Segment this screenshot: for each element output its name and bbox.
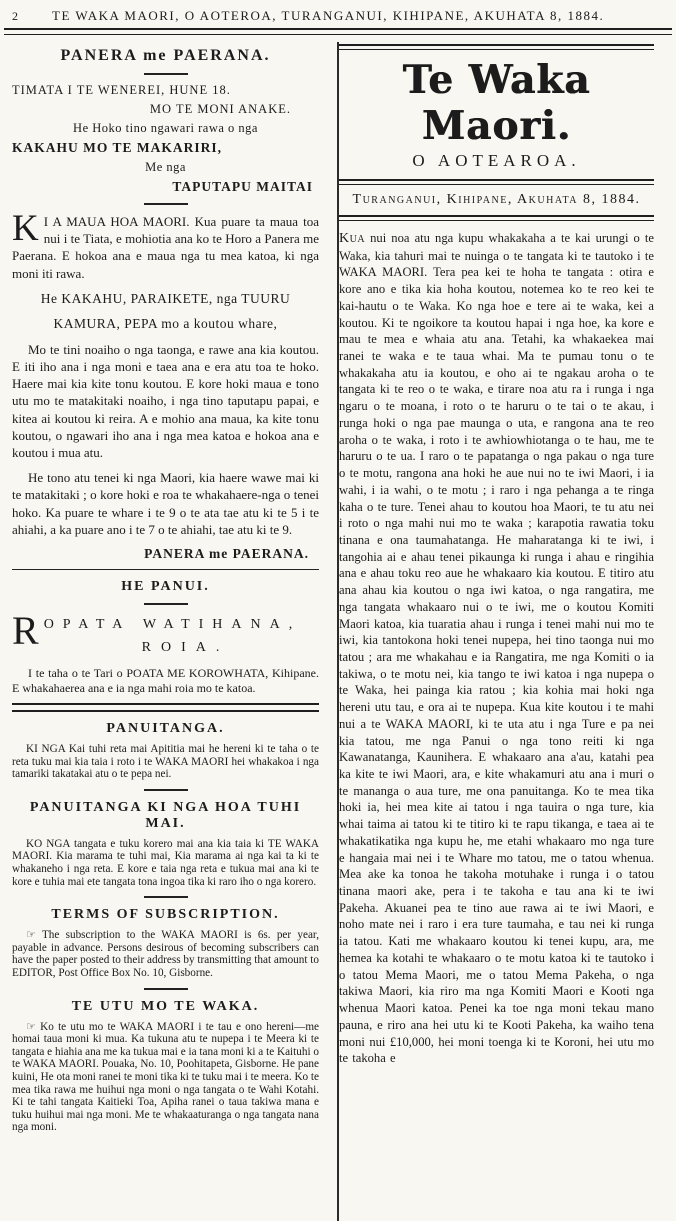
column-divider: [337, 42, 339, 1221]
divider-ornament: [144, 603, 188, 605]
ad-line-good-furniture: TAPUTAPU MAITAI: [172, 179, 313, 194]
drop-cap-k: K: [12, 208, 39, 249]
hoa-tuhi-body: KO NGA tangata e tuku korero mai ana kia taia ki TE WAKA MAORI. Kia marama te tuhi mai, Kia marama ai nga kai ta ki te whakaneho i nga reta. E kore e taia nga reta e tukua mai ana ki te kore e tuhia mai ete tangata tona ingoa tika ki raro iho o nga korero.: [12, 837, 319, 888]
ad-intro-text: I A MAUA HOA MAORI. Kua puare ta maua toa nui i te Tiata, e mohiotia ana ko te Horo a Panera me Paerana. E hokoa ana e maua nga tu mea katoa, ki nga moni iti rawa.: [12, 214, 319, 281]
ad-line-me-nga: Me nga: [145, 160, 186, 174]
dateline-rule: [339, 215, 654, 221]
editorial-article: [339, 230, 654, 1067]
masthead-rule: [339, 179, 654, 185]
section-rule: [12, 569, 319, 570]
utu-body: [12, 1021, 319, 1134]
manicule-icon: ☞: [26, 928, 36, 942]
ad-line-winter-clothing: KAKAHU MO TE MAKARIRI,: [12, 140, 223, 155]
masthead-subtitle: O AOTEAROA.: [412, 151, 581, 170]
divider-ornament: [144, 988, 188, 990]
terms-text: The subscription to the WAKA MAORI is 6s. per year, payable in advance. Persons desirous of becoming subscribers can have the paper posted to their address by transmitting that amount to EDITOR, Post Office Box No. 10, Gisborne.: [12, 929, 319, 979]
ad-subhead-1: He KAKAHU, PARAIKETE, nga TUURU: [40, 290, 291, 306]
article-text: nui noa atu nga kupu whakakaha a te kai urungi o te Waka, kia tahuri mai te nuinga o te tangata ki te tautoko i te WAKA MAORI. Tera pea kei te hoha te tangata : otira e kore ano e tika kia hoha koutou, notemea ko te reo kei te kai-hautu o te Waka. Ko nga hoe e tere ai te waka, kei a koutou. Ki te ngoikore ta koutou hapai i nga hoe, ka kore e mau te mea e whaia atu ana. Tetahi, ka whakaekea mai ranei te waka e te taua whai. Ma te pumau tonu o te whakakaha atu ia koutou, e oho ai te ngakau aroha o te tangata ki te reo o te waka, e tirare noa atu ra i runga i nga ngaru o te moana, i roto o te haruru o te tai o te akau, i runga hoki o nga pae maunga o uta, e rangona ana te reo aroha o te waka, i roto i te awhiowhiotanga o te hau, me te haruru o te ua. I raro o te papatanga o nga pakau o nga ture o te motu, rangona ana hoki he aue nui no te iwi Maori, i ia wahi, i ia wahi, o te motu ; i raro i nga pehanga a te ringa kaha o te ture. Tenei ahau to koutou hoa Maori, te tu atu nei i roto o nga mahi nui mo te waka ; karapotia rawatia toku tinana e ona taumahatanga. He maharatanga ki te iwi, i tangohia ai e ahau tenei pikaunga ki runga i ahau e ringihia ana e ahau toku reo aue he whakaaro kia koutou. E titiro atu ana ahau kia koutou o nga iwi katoa, o nga rangatira, me nga tangata whakaaro nui o te iwi, me o koutou Komiti Maori katoa, kia tuaratia ahau i runga i tenei mahi nui mo te iwi, kia tantokona hoki tenei nupepa, hei tino taonga nui mo tatou ; ara me whakahau e ia Rangatira, me nga Komiti o ia takiwa, o te motu nei, kia tango te iwi katoa i nga nupepa o te Waka, hei painga kia ratou ; kia kohia mai hoki nga hereni utu tau, e ora ai te nupepa. Kua kite koutou i te mahi nui a te WAKA MAORI, ki te uta atu i nga Ture e pa nei kia tatou, me nga Panui o nga tono reiti ki nga Kawanatanga, Kaunihera. E whakaaro ana a'au, katahi pea ka kite te iwi Maori, ara, e kite whakamuri atu ana i muri o te mananga o aua ture, me ona panuitanga. Ko te mea tika hoki ia, hei mea kite ai tatou i nga tauira o nga ture, kia whai taima ai tatou ki te titiro ki te rapu tikanga, e taea ai te whakatikatika nga kupu he, me etahi whakaaro mo nga ture e hangaia mai nei i te Whare mo tatou, me o tatou whenua. Mea ake ka tonoa he takoha motuhake i runga i o tatou tinana maori ake, pera i te takoha e tau ana ki te iwi Pakeha. Akuanei pea te tino aue rawa ai te iwi Maori, e noho mate nei i raro i era ture taumaha, e tau nei ki runga ia tatou. Kati me whakaaro koutou ki tenei kupu, ara, me hemea ka kotahi te whakaaro o te motu katoa ki te tautoko i o tatou Mema Maori, me o tatou Mema Pakeha, o nga takiwa Maori, kia riro ma nga Komiti Maori e Kooti nga whenua Maori katoa. Penei ka toe nga moni tekau mano pauna, e riro ana hei utu ki te Kooti Pakeha, ka waiho tena moni nui £10,000, hei moni toenga ki te Koroni, hei utu mo te takoha e: [339, 231, 654, 1066]
ad-line-cheap-sale: He Hoko tino ngawari rawa o nga: [73, 121, 258, 135]
running-head-title: TE WAKA MAORI, O AOTEROA, TURANGANUI, KIHIPANE, AKUHATA 8, 1884.: [52, 8, 605, 23]
drop-cap-r: R: [12, 613, 39, 654]
masthead-title: Te Waka Maori.: [402, 57, 591, 149]
utu-text: Ko te utu mo te WAKA MAORI i te tau e ono hereni—me homai taua moni ki mua. Ka tukuna atu te nupepa i te Meera ki te tangata e hiahia ana me ka tukua mai e ia tana moni ki a te Kaituhi o te WAKA MAORI. Pouaka, No. 10, Poohitapeta, Gisborne. He pane kuini, He ota moni ranei te moni tika ki te tuku mai i te meera. Ko te mea tika rawa me huihui nga moni o nga tangata o te Wahi Kotahi. Ki te tahi tangata Kaitieki Toa, Apiha ranei o taua takiwa mana e tuku huihui mai nga moni. Me te whakaaturanga o nga tangata nana nga moni.: [12, 1020, 319, 1134]
ad-panera-heading: PANERA me PAERANA.: [60, 47, 271, 64]
lawyer-title: ROIA.: [141, 640, 230, 656]
ad-paragraph-2: Mo te tini noaiho o nga taonga, e rawe ana kia koutou. E iti iho ana i nga moni e taea ana e era atu toa te hoko. Haere mai kia kite tonu koutou. E kore hoki maua e tono utu mo te matakitaki noaiho, i nga tino taputapu papai, e kitea ai koutou ki reira. A e mohio ana maua, ka kite tonu koutou, o ngawari iho ana i nga mea katoa e hokoa ana e koutou i mua atu.: [12, 341, 319, 461]
left-column: [0, 35, 327, 1210]
manicule-icon: ☞: [26, 1019, 36, 1033]
divider-ornament: [144, 73, 188, 75]
right-column: [327, 35, 666, 1210]
page-number: 2: [12, 9, 20, 23]
lawyer-name-block: [12, 613, 319, 658]
panuitanga-heading: PANUITANGA.: [106, 721, 225, 737]
running-head: [0, 0, 676, 26]
panui-body: I te taha o te Tari o POATA ME KOROWHATA, Kihipane. E whakahaerea ana e ia nga mahi roia mo te katoa.: [12, 666, 319, 695]
header-rule: [4, 28, 672, 35]
divider-ornament: [144, 203, 188, 205]
ad-subhead-2: KAMURA, PEPA mo a koutou whare,: [53, 315, 278, 331]
panuitanga-body: KI NGA Kai tuhi reta mai Apititia mai he hereni ki te taha o te reta tuku mai kia taia i roto i te WAKA MAORI hei whakakoa i nga tamariki takatakai atu o te pepa nei.: [12, 743, 319, 781]
section-rule-double: [12, 703, 319, 712]
hoa-tuhi-heading: PANUITANGA KI NGA HOA TUHI MAI.: [29, 799, 302, 831]
utu-heading: TE UTU MO TE WAKA.: [71, 998, 260, 1014]
terms-heading: TERMS OF SUBSCRIPTION.: [51, 907, 280, 923]
masthead-top-rule: [339, 44, 654, 50]
ad-paragraph-3: He tono atu tenei ki nga Maori, kia haere wawe mai ki te matakitaki ; o kore hoki e roa te whakahaere-nga o tenei hoko. Ka puare te whare i te 9 o te ata tae atu ki te 5 i te ahiahi, a ka puare ano i te 7 o te ahiahi, tae atu ki te 9.: [12, 470, 319, 537]
lawyer-name: OPATA WATIHANA,: [43, 617, 302, 633]
dateline: Turanganui, Kihipane, Akuhata 8, 1884.: [352, 192, 641, 207]
terms-body: [12, 929, 319, 979]
ad-intro-paragraph: [12, 208, 319, 282]
divider-ornament: [144, 789, 188, 791]
ad-signature: PANERA me PAERANA.: [144, 546, 309, 562]
divider-ornament: [144, 896, 188, 898]
panui-heading: HE PANUI.: [121, 579, 210, 595]
ad-line-start-date: TIMATA I TE WENEREI, HUNE 18.: [12, 83, 231, 97]
ad-line-cash-only: MO TE MONI ANAKE.: [149, 102, 291, 116]
article-lead-word: Kua: [339, 231, 366, 246]
